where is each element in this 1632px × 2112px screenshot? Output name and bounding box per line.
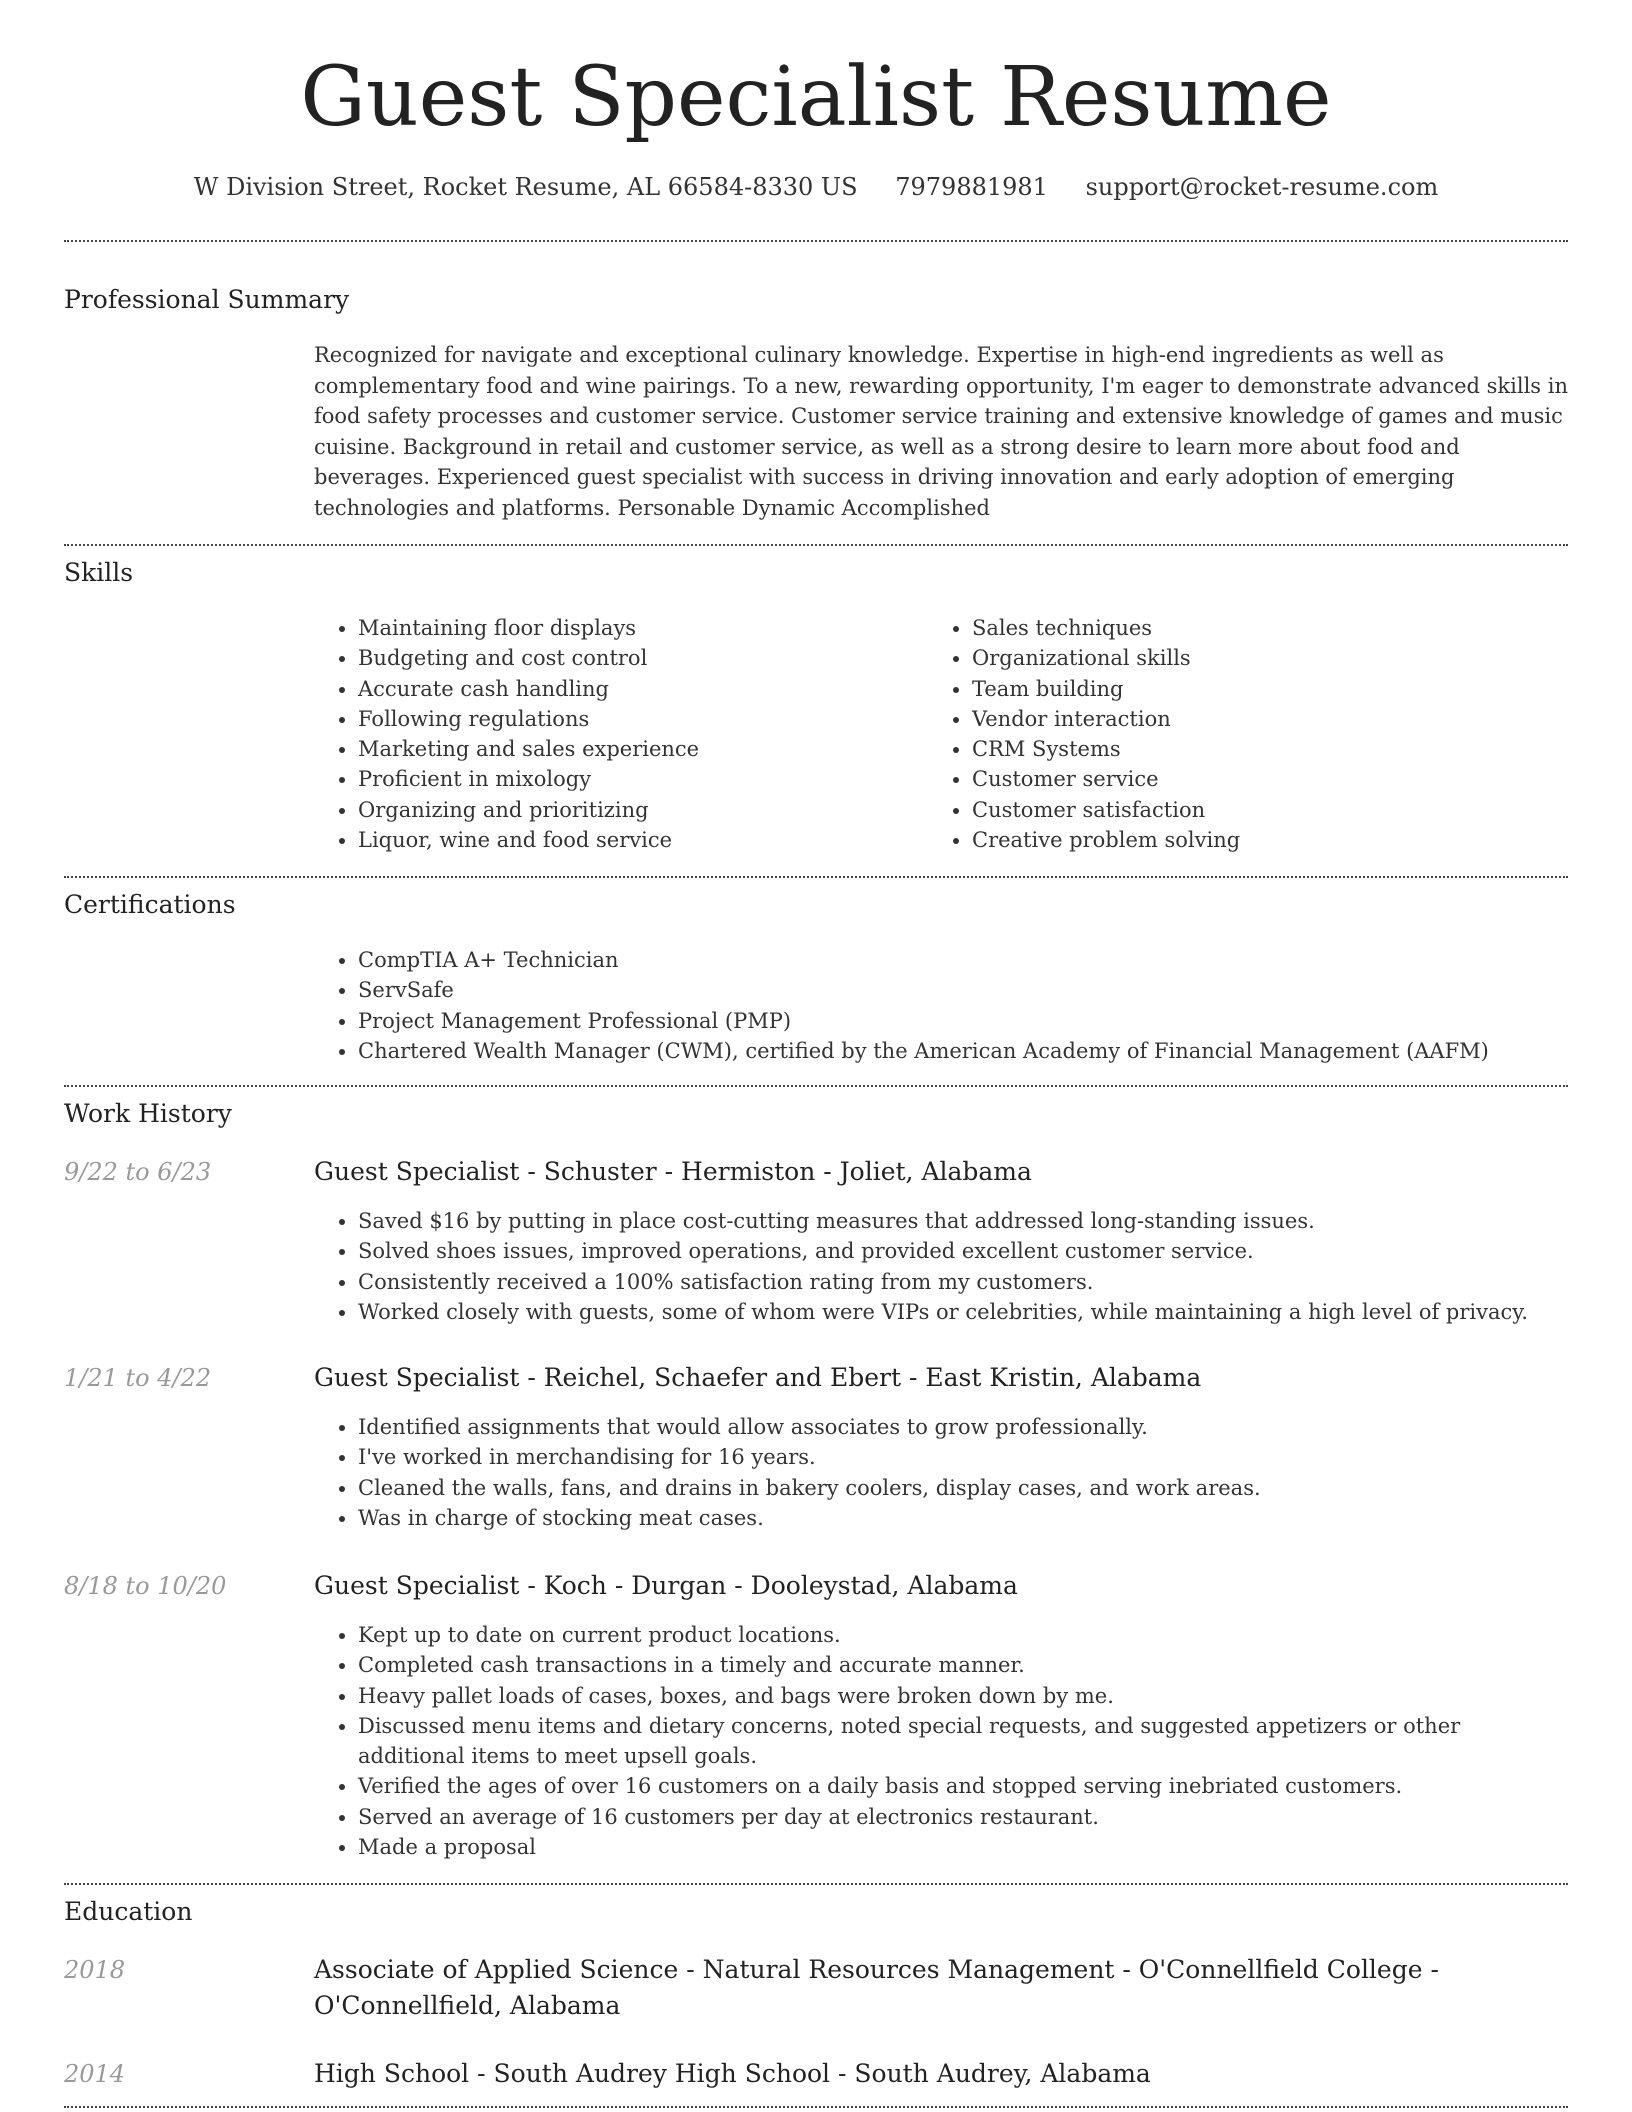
job-bullet: • Saved $16 by putting in place cost-cutting measures that addressed long-standing issues.: [358, 1206, 1568, 1236]
education-entry: [314, 1952, 1568, 2024]
skill-item: • Accurate cash handling: [358, 674, 914, 704]
job-bullets: [314, 1206, 1568, 1327]
education-degree: Associate of Applied Science - Natural Resources Management: [314, 1955, 1115, 1984]
skill-item: • Organizing and prioritizing: [358, 795, 914, 825]
job-bullet-list: [314, 1206, 1568, 1327]
job-bullet: • Was in charge of stocking meat cases.: [358, 1503, 1568, 1533]
job-bullet: • Verified the ages of over 16 customers on a daily basis and stopped serving inebriated customers.: [358, 1771, 1568, 1801]
section-divider: [64, 876, 1568, 878]
contact-email[interactable]: support@rocket-resume.com: [1085, 173, 1439, 201]
job-bullets: [314, 1620, 1568, 1862]
certifications-block: [314, 945, 1568, 1066]
job-bullet: • Completed cash transactions in a timely and accurate manner.: [358, 1650, 1568, 1680]
skill-item: • Proficient in mixology: [358, 764, 914, 794]
job-dates: 9/22 to 6/23: [64, 1158, 212, 1186]
skill-item: • Sales techniques: [972, 613, 1528, 643]
job-bullet: • Consistently received a 100% satisfaction rating from my customers.: [358, 1267, 1568, 1297]
skill-item: • Budgeting and cost control: [358, 643, 914, 673]
skills-right-column: [928, 613, 1528, 855]
job-bullet-list: [314, 1620, 1568, 1862]
skill-item: • Customer service: [972, 764, 1528, 794]
certifications-list: [314, 945, 1568, 1066]
job-title: Guest Specialist: [314, 1157, 520, 1186]
skill-item: • CRM Systems: [972, 734, 1528, 764]
work-heading: Work History: [64, 1099, 232, 1128]
job-title: Guest Specialist: [314, 1571, 520, 1600]
certification-item: • Chartered Wealth Manager (CWM), certified by the American Academy of Financial Management (AAFM): [358, 1036, 1568, 1066]
education-year: 2014: [64, 2060, 126, 2088]
job-bullet: • Kept up to date on current product locations.: [358, 1620, 1568, 1650]
summary-text: Recognized for navigate and exceptional culinary knowledge. Expertise in high-end ingredients as well as complementary food and wine pairings. To a new, rewarding opportunity, I'm eager to demonstrate advanced skills in food safety processes and customer service. Customer service training and extensive knowledge of games and music cuisine. Background in retail and customer service, as well as a strong desire to learn more about food and beverages. Experienced guest specialist with success in driving innovation and early adoption of emerging technologies and platforms. Personable Dynamic Accomplished: [314, 343, 1568, 520]
section-divider: [64, 2106, 1568, 2108]
job-dates: 8/18 to 10/20: [64, 1572, 227, 1600]
skill-item: • Vendor interaction: [972, 704, 1528, 734]
skill-item: • Customer satisfaction: [972, 795, 1528, 825]
section-divider: [64, 1883, 1568, 1885]
job-bullets: [314, 1412, 1568, 1533]
job-bullet: • Worked closely with guests, some of whom were VIPs or celebrities, while maintaining a high level of privacy.: [358, 1297, 1568, 1327]
education-details: - South Audrey High School - South Audrey, Alabama: [469, 2059, 1151, 2088]
job-bullet-list: [314, 1412, 1568, 1533]
skills-left-column: [314, 613, 914, 855]
job-details: - Schuster - Hermiston - Joliet, Alabama: [519, 1157, 1032, 1186]
job-heading: [314, 1154, 1568, 1190]
job-bullet: • Identified assignments that would allow associates to grow professionally.: [358, 1412, 1568, 1442]
job-bullet: • I've worked in merchandising for 16 years.: [358, 1442, 1568, 1472]
contact-line: [0, 170, 1632, 204]
job-bullet: • Cleaned the walls, fans, and drains in bakery coolers, display cases, and work areas.: [358, 1473, 1568, 1503]
skill-item: • Following regulations: [358, 704, 914, 734]
contact-phone: 7979881981: [895, 173, 1048, 201]
skill-item: • Liquor, wine and food service: [358, 825, 914, 855]
job-details: - Reichel, Schaefer and Ebert - East Kristin, Alabama: [519, 1363, 1202, 1392]
skills-left-list: [314, 613, 914, 855]
skill-item: • Organizational skills: [972, 643, 1528, 673]
job-title: Guest Specialist: [314, 1363, 520, 1392]
education-details: - O'Connellfield College - O'Connellfield, Alabama: [314, 1955, 1439, 2020]
skills-heading: Skills: [64, 558, 134, 587]
job-bullet: • Solved shoes issues, improved operations, and provided excellent customer service.: [358, 1236, 1568, 1266]
job-dates: 1/21 to 4/22: [64, 1364, 212, 1392]
job-details: - Koch - Durgan - Dooleystad, Alabama: [519, 1571, 1018, 1600]
section-divider: [64, 1085, 1568, 1087]
certification-item: • Project Management Professional (PMP): [358, 1006, 1568, 1036]
skill-item: • Marketing and sales experience: [358, 734, 914, 764]
job-heading: [314, 1568, 1568, 1604]
education-year: 2018: [64, 1956, 126, 1984]
skill-item: • Team building: [972, 674, 1528, 704]
certifications-heading: Certifications: [64, 890, 236, 919]
skills-right-list: [928, 613, 1528, 855]
skill-item: • Maintaining floor displays: [358, 613, 914, 643]
contact-address: W Division Street, Rocket Resume, AL 66584-8330 US: [193, 173, 858, 201]
job-bullet: • Heavy pallet loads of cases, boxes, and bags were broken down by me.: [358, 1681, 1568, 1711]
certification-item: • ServSafe: [358, 975, 1568, 1005]
section-divider: [64, 240, 1568, 242]
section-divider: [64, 544, 1568, 546]
summary-heading: Professional Summary: [64, 285, 350, 314]
resume-title: Guest Specialist Resume: [300, 50, 1332, 145]
education-degree: High School: [314, 2059, 470, 2088]
job-bullet: • Discussed menu items and dietary concerns, noted special requests, and suggested appetizers or other additional items to meet upsell goals.: [358, 1711, 1568, 1772]
education-entry: [314, 2056, 1568, 2092]
job-bullet: • Served an average of 16 customers per day at electronics restaurant.: [358, 1802, 1568, 1832]
job-bullet: • Made a proposal: [358, 1832, 1568, 1862]
certification-item: • CompTIA A+ Technician: [358, 945, 1568, 975]
job-heading: [314, 1360, 1568, 1396]
education-heading: Education: [64, 1897, 193, 1926]
skill-item: • Creative problem solving: [972, 825, 1528, 855]
